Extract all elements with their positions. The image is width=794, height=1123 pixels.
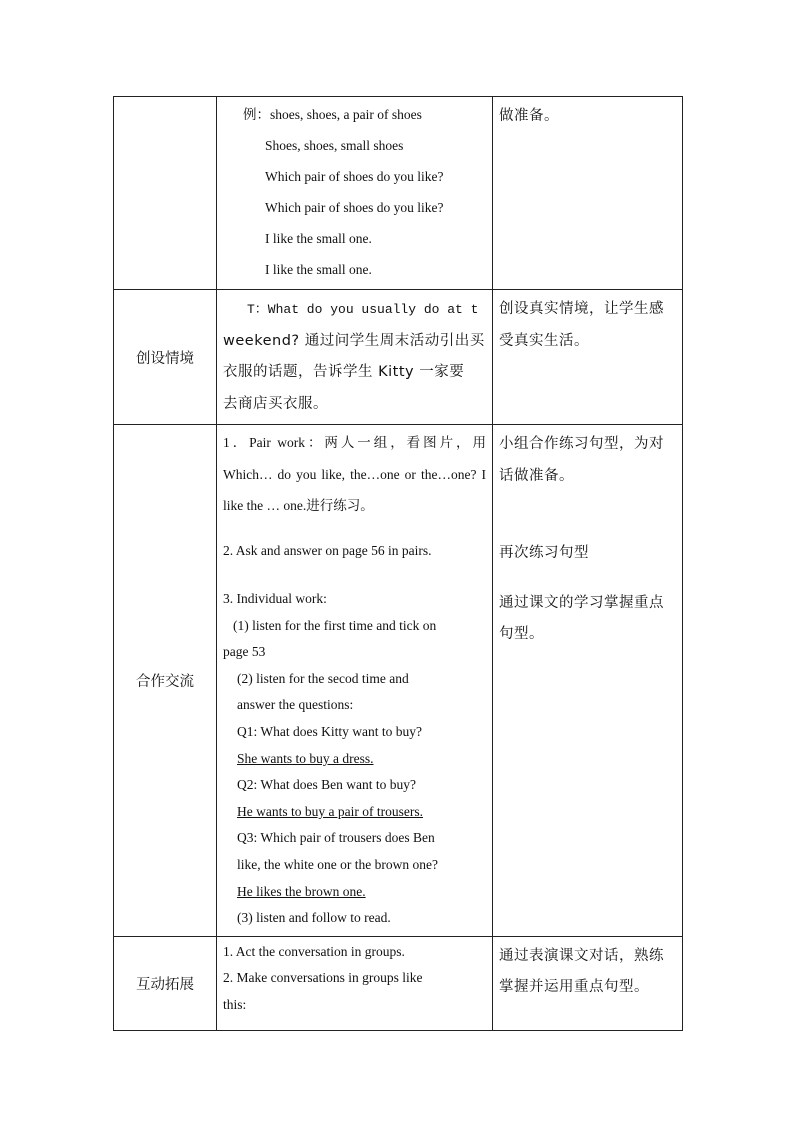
table-row: [114, 97, 683, 290]
individual-work-label: 3. Individual work:: [223, 591, 327, 607]
pair-work-text: 1．Pair work：两人一组，看图片，用 Which… do you like, the…one or the…one? I like the … one.进行练习。: [223, 435, 486, 513]
purpose-cell: [493, 290, 683, 425]
lesson-plan-table: [113, 96, 683, 1031]
scenario-line: 衣服的话题，告诉学生 Kitty 一家要: [223, 364, 465, 380]
make-conversation-text: 2. Make conversations in groups like: [223, 970, 423, 986]
table-row: [114, 290, 683, 425]
purpose-text: 通过表演课文对话，熟练掌握并运用重点句型。: [499, 947, 664, 996]
example-line: Shoes, shoes, small shoes: [265, 138, 404, 153]
scenario-line: weekend? 通过问学生周末活动引出买: [223, 332, 485, 349]
stage-cell: 创设情境: [114, 290, 217, 425]
content-cell: [217, 97, 493, 290]
purpose-cell: [493, 97, 683, 290]
table-row: [114, 425, 683, 937]
make-conversation-cont: this:: [223, 997, 247, 1012]
stage-cell: 合作交流: [114, 425, 217, 937]
teacher-question: T：What do you usually do at t: [247, 302, 479, 317]
question-3: Q3: Which pair of trousers does Ben: [237, 830, 435, 846]
question-2: Q2: What does Ben want to buy?: [237, 777, 416, 793]
content-cell: [217, 290, 493, 425]
act-conversation-text: 1. Act the conversation in groups.: [223, 943, 405, 959]
example-line: Which pair of shoes do you like?: [265, 200, 444, 215]
purpose-text: 小组合作练习句型，为对话做准备。: [499, 436, 664, 484]
scenario-line: 去商店买衣服。: [223, 395, 328, 412]
purpose-text: 再次练习句型: [499, 545, 589, 561]
listen-first-text: (1) listen for the first time and tick on: [233, 617, 437, 633]
answer-questions-text: answer the questions:: [237, 697, 354, 713]
ask-answer-text: 2. Ask and answer on page 56 in pairs.: [223, 542, 432, 558]
answer-2: He wants to buy a pair of trousers.: [237, 803, 423, 819]
purpose-text: 通过课文的学习掌握重点句型。: [499, 594, 664, 642]
page-ref-text: page 53: [223, 644, 266, 660]
example-line: Which pair of shoes do you like?: [265, 169, 444, 184]
answer-1: She wants to buy a dress.: [237, 750, 374, 766]
example-line: I like the small one.: [265, 262, 372, 277]
listen-second-text: (2) listen for the secod time and: [237, 670, 409, 686]
purpose-cell: [493, 936, 683, 1030]
content-cell: [217, 425, 493, 937]
purpose-text: 创设真实情境，让学生感受真实生活。: [499, 301, 664, 349]
stage-cell: 互动拓展: [114, 936, 217, 1030]
example-line: I like the small one.: [265, 231, 372, 246]
question-1: Q1: What does Kitty want to buy?: [237, 724, 422, 740]
table-row: [114, 936, 683, 1030]
purpose-text: 做准备。: [499, 108, 559, 124]
stage-cell: [114, 97, 217, 290]
listen-follow-text: (3) listen and follow to read.: [237, 910, 391, 926]
purpose-cell: [493, 425, 683, 937]
question-3-cont: like, the white one or the brown one?: [237, 857, 438, 873]
example-line: 例：shoes, shoes, a pair of shoes: [243, 107, 422, 122]
answer-3: He likes the brown one.: [237, 883, 366, 899]
content-cell: [217, 936, 493, 1030]
